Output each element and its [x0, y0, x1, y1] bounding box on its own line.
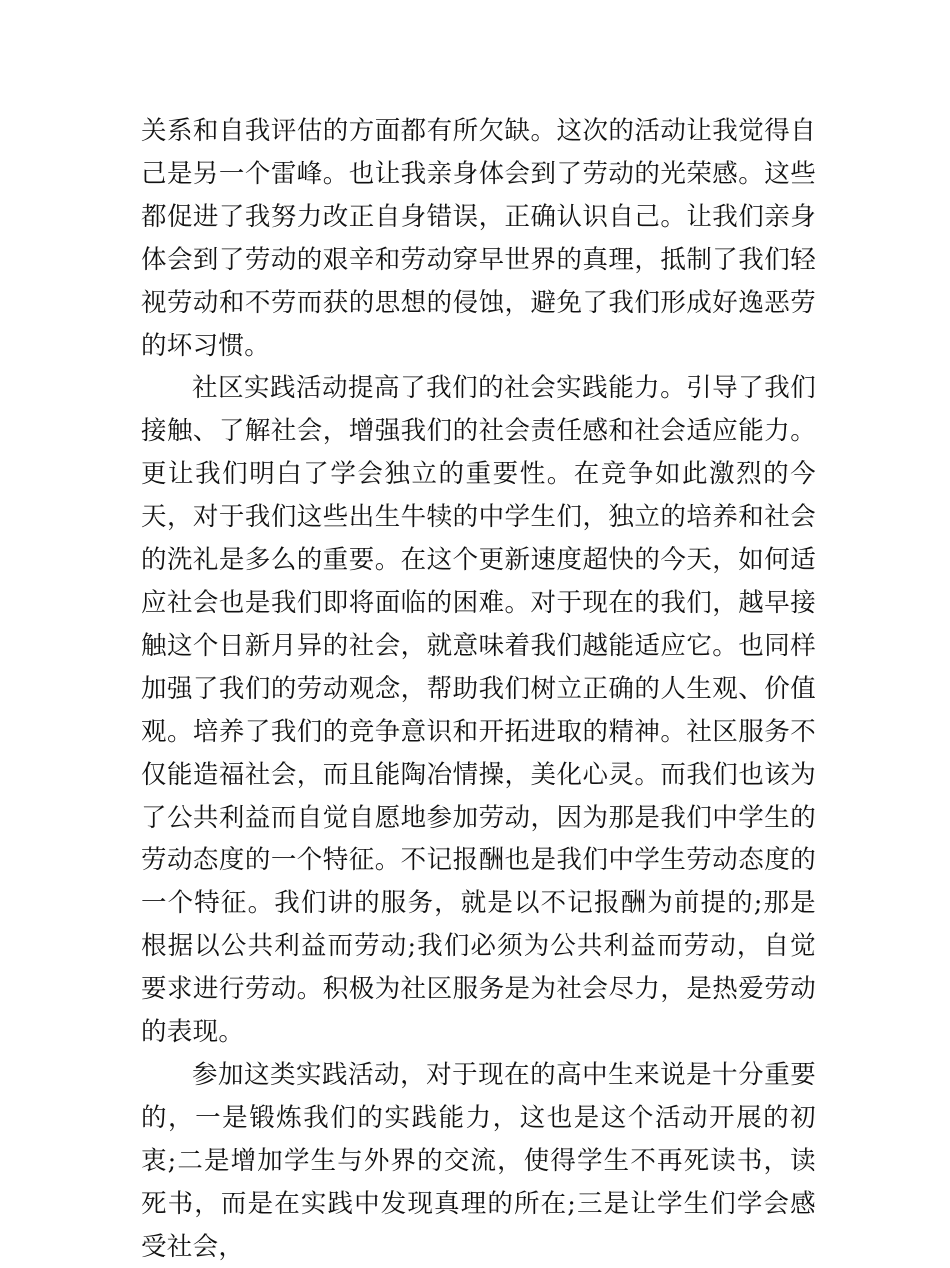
document-body: [141, 110, 816, 1268]
paragraph: 参加这类实践活动，对于现在的高中生来说是十分重要的，一是锻炼我们的实践能力，这也是这个活动开展的初衷;二是增加学生与外界的交流，使得学生不再死读书，读死书，而是在实践中发现真理的所在;三是让学生们学会感受社会，: [141, 1059, 816, 1262]
paragraph: 社区实践活动提高了我们的社会实践能力。引导了我们接触、了解社会，增强我们的社会责任感和社会适应能力。更让我们明白了学会独立的重要性。在竞争如此激烈的今天，对于我们这些出生牛犊的中学生们，独立的培养和社会的洗礼是多么的重要。在这个更新速度超快的今天，如何适应社会也是我们即将面临的困难。对于现在的我们，越早接触这个日新月异的社会，就意味着我们越能适应它。也同样加强了我们的劳动观念，帮助我们树立正确的人生观、价值观。培养了我们的竞争意识和开拓进取的精神。社区服务不仅能造福社会，而且能陶冶情操，美化心灵。而我们也该为了公共利益而自觉自愿地参加劳动，因为那是我们中学生的劳动态度的一个特征。不记报酬也是我们中学生劳动态度的一个特征。我们讲的服务，就是以不记报酬为前提的;那是根据以公共利益而劳动;我们必须为公共利益而劳动，自觉要求进行劳动。积极为社区服务是为社会尽力，是热爱劳动的表现。: [141, 373, 816, 1048]
paragraph: 关系和自我评估的方面都有所欠缺。这次的活动让我觉得自己是另一个雷峰。也让我亲身体会到了劳动的光荣感。这些都促进了我努力改正自身错误，正确认识自己。让我们亲身体会到了劳动的艰辛和劳动穿早世界的真理，抵制了我们轻视劳动和不劳而获的思想的侵蚀，避免了我们形成好逸恶劳的坏习惯。: [141, 116, 816, 361]
